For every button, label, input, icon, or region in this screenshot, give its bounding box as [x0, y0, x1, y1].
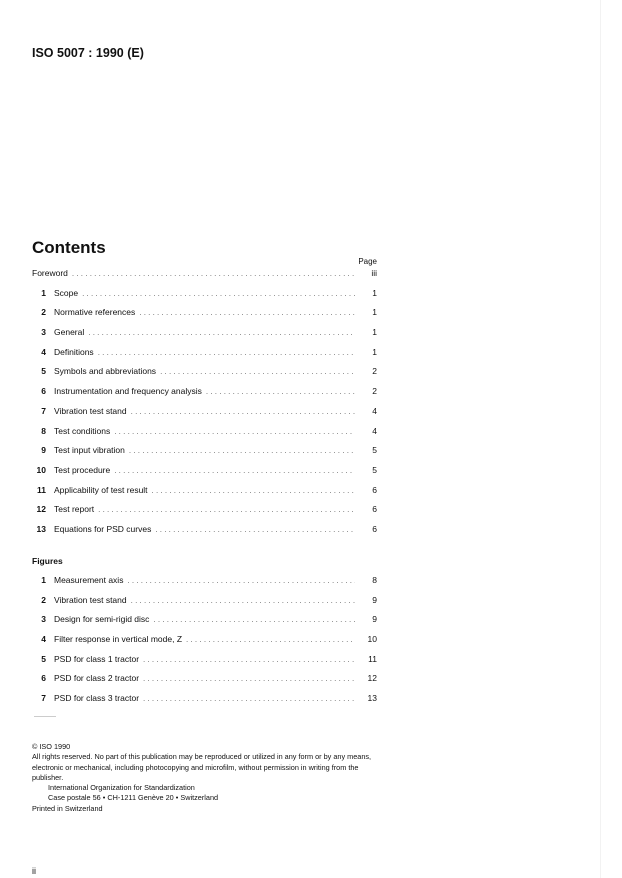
toc-entry-number: 6: [41, 673, 46, 684]
toc-entry-number: 5: [41, 366, 46, 377]
toc-entry-label: Vibration test stand: [54, 405, 127, 416]
toc-entry-number: 5: [41, 653, 46, 664]
toc-entry-clause[interactable]: [32, 284, 377, 304]
toc-entry-number: 2: [41, 594, 46, 605]
leader-dots: [114, 422, 355, 442]
leader-dots: [127, 571, 355, 591]
toc-entry-label: Applicability of test result: [54, 484, 148, 495]
scan-edge-line: [600, 0, 601, 878]
leader-dots: [114, 461, 355, 481]
leader-dots: [98, 500, 355, 520]
toc-entry-foreword[interactable]: [32, 264, 377, 284]
printed-in: Printed in Switzerland: [32, 803, 103, 813]
toc-entry-number: 8: [41, 425, 46, 436]
toc-entry-label: Foreword: [32, 268, 68, 278]
toc-entry-label: Vibration test stand: [54, 594, 127, 605]
toc-entry-page: 1: [372, 287, 377, 298]
page-column-label: Page: [358, 257, 377, 266]
toc-entry-label: Filter response in vertical mode, Z: [54, 634, 183, 645]
toc-entry-label: Normative references: [54, 307, 136, 318]
toc-entry-clause[interactable]: [32, 441, 377, 461]
toc-entry-page: 9: [372, 614, 377, 625]
toc-entry-number: 4: [41, 346, 46, 357]
toc-entry-label: Instrumentation and frequency analysis: [54, 386, 202, 397]
organization-name: International Organization for Standardization: [48, 783, 195, 793]
toc-entry-label: Test report: [54, 504, 95, 515]
leader-dots: [98, 343, 355, 363]
leader-dots: [153, 610, 355, 630]
toc-entry-label: Symbols and abbreviations: [54, 366, 157, 377]
leader-dots: [82, 284, 355, 304]
rights-text: All rights reserved. No part of this publication may be reproduced or utilized in any form or by any means, electronic or mechanical, including photocopying and microfilm, without permission in writing from the publisher.: [32, 752, 372, 782]
figures-heading: Figures: [32, 556, 63, 566]
toc-entry-page: 13: [367, 693, 377, 704]
toc-entry-number: 13: [36, 523, 46, 534]
leader-dots: [155, 520, 355, 540]
toc-entry-page: 10: [367, 634, 377, 645]
toc-entry-figure[interactable]: [32, 689, 377, 709]
toc-entry-page: 8: [372, 575, 377, 585]
toc-entry-label: PSD for class 2 tractor: [54, 673, 140, 684]
toc-entry-label: Test input vibration: [54, 445, 125, 456]
toc-entry-page: 1: [372, 307, 377, 318]
leader-dots: [72, 264, 355, 284]
toc-entry-figure[interactable]: [32, 571, 377, 591]
leader-dots: [206, 382, 355, 402]
toc-entry-clause[interactable]: [32, 402, 377, 422]
leader-dots: [143, 650, 355, 670]
toc-entry-label: PSD for class 3 tractor: [54, 693, 140, 704]
toc-entry-number: 6: [41, 386, 46, 397]
leader-dots: [139, 303, 355, 323]
toc-entry-page: 4: [372, 425, 377, 436]
toc-entry-number: 3: [41, 614, 46, 625]
toc-entry-figure[interactable]: [32, 591, 377, 611]
leader-dots: [131, 591, 355, 611]
leader-dots: [186, 630, 355, 650]
toc-entry-label: General: [54, 327, 85, 338]
toc-entry-clause[interactable]: [32, 500, 377, 520]
toc-entry-number: 12: [36, 504, 46, 515]
toc-entry-page: 1: [372, 327, 377, 338]
toc-entry-clause[interactable]: [32, 303, 377, 323]
toc-entry-page: 11: [368, 653, 377, 664]
toc-entry-clause[interactable]: [32, 323, 377, 343]
toc-entry-label: Scope: [54, 287, 79, 298]
toc-entry-label: Test conditions: [54, 425, 111, 436]
page-number: ii: [32, 866, 36, 876]
leader-dots: [152, 481, 355, 501]
toc-entry-number: 3: [41, 327, 46, 338]
toc-entry-page: 2: [372, 366, 377, 377]
separator: [34, 716, 56, 717]
toc-entry-clause[interactable]: [32, 481, 377, 501]
toc-entry-figure[interactable]: [32, 650, 377, 670]
toc-entry-page: iii: [371, 268, 377, 278]
toc-entry-number: 4: [41, 634, 46, 645]
toc-entry-page: 6: [372, 504, 377, 515]
toc-entry-number: 1: [41, 575, 46, 585]
toc-entry-number: 7: [41, 693, 46, 704]
toc-entry-page: 9: [372, 594, 377, 605]
toc-entry-clause[interactable]: [32, 461, 377, 481]
toc-entry-number: 9: [41, 445, 46, 456]
toc-entry-clause[interactable]: [32, 382, 377, 402]
toc-entry-page: 1: [372, 346, 377, 357]
leader-dots: [160, 362, 355, 382]
copyright-line: © ISO 1990: [32, 742, 71, 751]
toc-entry-page: 2: [372, 386, 377, 397]
organization-address: Case postale 56 • CH-1211 Genève 20 • Switzerland: [48, 793, 219, 803]
toc-entry-number: 10: [36, 464, 46, 475]
toc-entry-label: Definitions: [54, 346, 94, 357]
toc-entry-number: 2: [41, 307, 46, 318]
toc-entry-label: PSD for class 1 tractor: [54, 653, 140, 664]
figures-list: [32, 571, 377, 709]
toc-entry-number: 1: [41, 287, 46, 298]
toc-entry-clause[interactable]: [32, 422, 377, 442]
toc-entry-number: 7: [41, 405, 46, 416]
toc-entry-page: 6: [372, 484, 377, 495]
toc-entry-figure[interactable]: [32, 630, 377, 650]
toc-entry-page: 6: [372, 523, 377, 534]
toc-entry-clause[interactable]: [32, 343, 377, 363]
toc-entry-clause[interactable]: [32, 520, 377, 540]
toc-entry-figure[interactable]: [32, 669, 377, 689]
leader-dots: [143, 689, 355, 709]
toc-entry-label: Measurement axis: [54, 575, 124, 585]
toc-entry-figure[interactable]: [32, 610, 377, 630]
toc-entry-page: 5: [372, 445, 377, 456]
standard-header: ISO 5007 : 1990 (E): [32, 46, 144, 60]
toc-entry-page: 4: [372, 405, 377, 416]
toc-entry-number: 11: [37, 484, 46, 495]
toc-entry-page: 12: [367, 673, 377, 684]
copyright-notice: [32, 742, 382, 814]
leader-dots: [88, 323, 355, 343]
toc-entry-clause[interactable]: [32, 362, 377, 382]
toc-entry-label: Equations for PSD curves: [54, 523, 152, 534]
toc-entry-label: Design for semi-rigid disc: [54, 614, 150, 625]
leader-dots: [129, 441, 355, 461]
toc-entry-label: Test procedure: [54, 464, 111, 475]
contents-list: [32, 264, 377, 540]
leader-dots: [143, 669, 355, 689]
toc-entry-page: 5: [372, 464, 377, 475]
contents-title: Contents: [32, 238, 106, 257]
leader-dots: [131, 402, 355, 422]
